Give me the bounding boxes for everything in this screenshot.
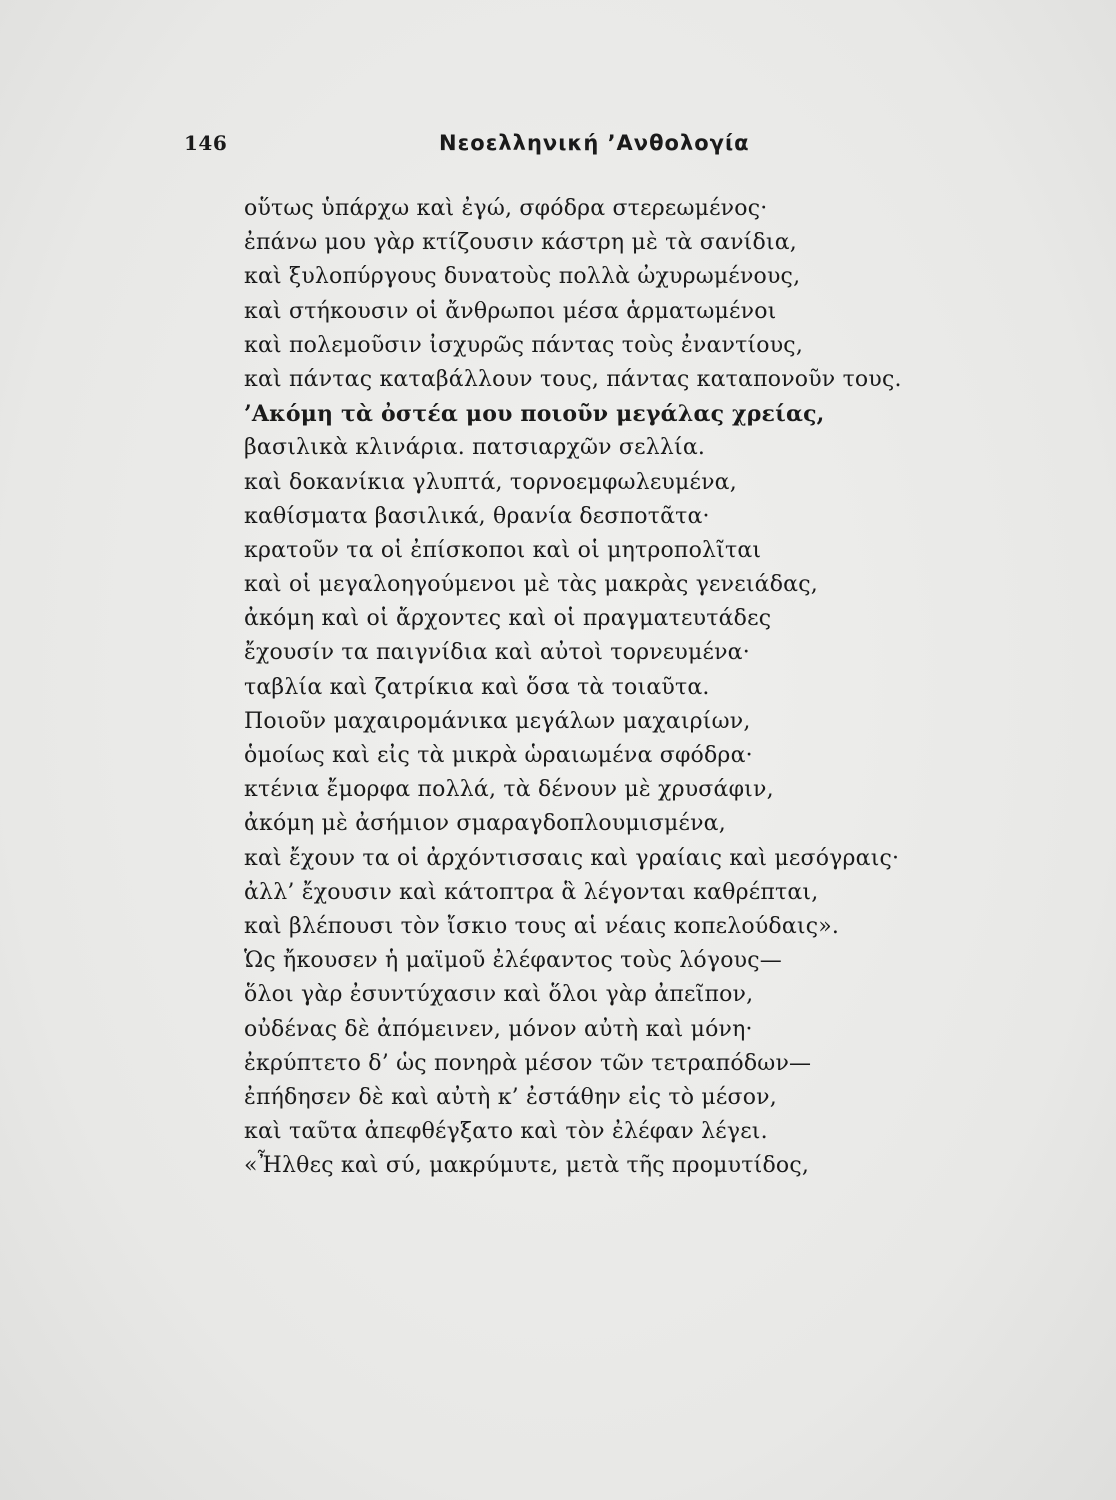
running-title: Νεοελληνική ’Ανθολογία bbox=[439, 131, 750, 155]
verse-line: καὶ δοκανίκια γλυπτά, τορνοεμφωλευμένα, bbox=[244, 469, 737, 495]
page-number: 146 bbox=[184, 131, 228, 155]
verse-line: ἐκρύπτετο δ’ ὡς πονηρὰ μέσον τῶν τετραπόδων— bbox=[244, 1050, 812, 1076]
verse-line: καὶ πάντας καταβάλλουν τους, πάντας καταπονοῦν τους. bbox=[244, 366, 902, 392]
poem-text bbox=[244, 192, 1004, 1183]
verse-line: «Ἦλθες καὶ σύ, μακρύμυτε, μετὰ τῆς προμυτίδος, bbox=[244, 1153, 810, 1179]
verse-line: ἀλλ’ ἔχουσιν καὶ κάτοπτρα ἃ λέγονται καθρέπται, bbox=[244, 879, 819, 905]
verse-line: ὅλοι γὰρ ἐσυντύχασιν καὶ ὅλοι γὰρ ἀπεῖπον, bbox=[244, 982, 754, 1008]
verse-line: οὕτως ὑπάρχω καὶ ἐγώ, σφόδρα στερεωμένος· bbox=[244, 196, 768, 221]
verse-line: Ποιοῦν μαχαιρομάνικα μεγάλων μαχαιρίων, bbox=[244, 708, 751, 734]
verse-line: καὶ ἔχουν τα οἱ ἀρχόντισσαις καὶ γραίαις καὶ μεσόγραις· bbox=[244, 845, 900, 871]
verse-line: ἔχουσίν τα παιγνίδια καὶ αὐτοὶ τορνευμένα· bbox=[244, 640, 750, 666]
verse-line: ἀκόμη μὲ ἀσήμιον σμαραγδοπλουμισμένα, bbox=[244, 811, 726, 837]
page-header bbox=[0, 131, 1116, 161]
verse-line: καθίσματα βασιλικά, θρανία δεσποτᾶτα· bbox=[244, 503, 710, 529]
verse-line: Ὡς ἤκουσεν ἡ μαϊμοῦ ἐλέφαντος τοὺς λόγους— bbox=[244, 948, 782, 974]
verse-line: κρατοῦν τα οἱ ἐπίσκοποι καὶ οἱ μητροπολῖται bbox=[244, 537, 762, 563]
verse-line: ἐπάνω μου γὰρ κτίζουσιν κάστρη μὲ τὰ σανίδια, bbox=[244, 230, 797, 256]
verse-line: ὁμοίως καὶ εἰς τὰ μικρὰ ὡραιωμένα σφόδρα· bbox=[244, 743, 753, 768]
verse-line: καὶ ταῦτα ἀπεφθέγξατο καὶ τὸν ἐλέφαν λέγει. bbox=[244, 1119, 768, 1145]
verse-line: βασιλικὰ κλινάρια. πατσιαρχῶν σελλία. bbox=[244, 435, 706, 461]
verse-line: κτένια ἔμορφα πολλά, τὰ δένουν μὲ χρυσάφιν, bbox=[244, 777, 774, 803]
verse-line: οὐδένας δὲ ἀπόμεινεν, μόνον αὐτὴ καὶ μόνη· bbox=[244, 1016, 753, 1042]
verse-line: ἐπήδησεν δὲ καὶ αὐτὴ κ’ ἐστάθην εἰς τὸ μέσον, bbox=[244, 1084, 777, 1110]
verse-line: καὶ βλέπουσι τὸν ἴσκιο τους αἱ νέαις κοπελούδαις». bbox=[244, 913, 840, 939]
verse-line: ’Ακόμη τὰ ὀστέα μου ποιοῦν μεγάλας χρείας, bbox=[244, 401, 825, 428]
verse-line: καὶ στήκουσιν οἱ ἄνθρωποι μέσα ἁρματωμένοι bbox=[244, 298, 777, 324]
verse-line: καὶ οἱ μεγαλοηγούμενοι μὲ τὰς μακρὰς γενειάδας, bbox=[244, 572, 818, 598]
verse-line: ἀκόμη καὶ οἱ ἄρχοντες καὶ οἱ πραγματευτάδες bbox=[244, 606, 772, 632]
verse-line: ταβλία καὶ ζατρίκια καὶ ὅσα τὰ τοιαῦτα. bbox=[244, 674, 710, 700]
verse-line: καὶ πολεμοῦσιν ἰσχυρῶς πάντας τοὺς ἐναντίους, bbox=[244, 332, 804, 358]
verse-line: καὶ ξυλοπύργους δυνατοὺς πολλὰ ὠχυρωμένους, bbox=[244, 264, 801, 290]
